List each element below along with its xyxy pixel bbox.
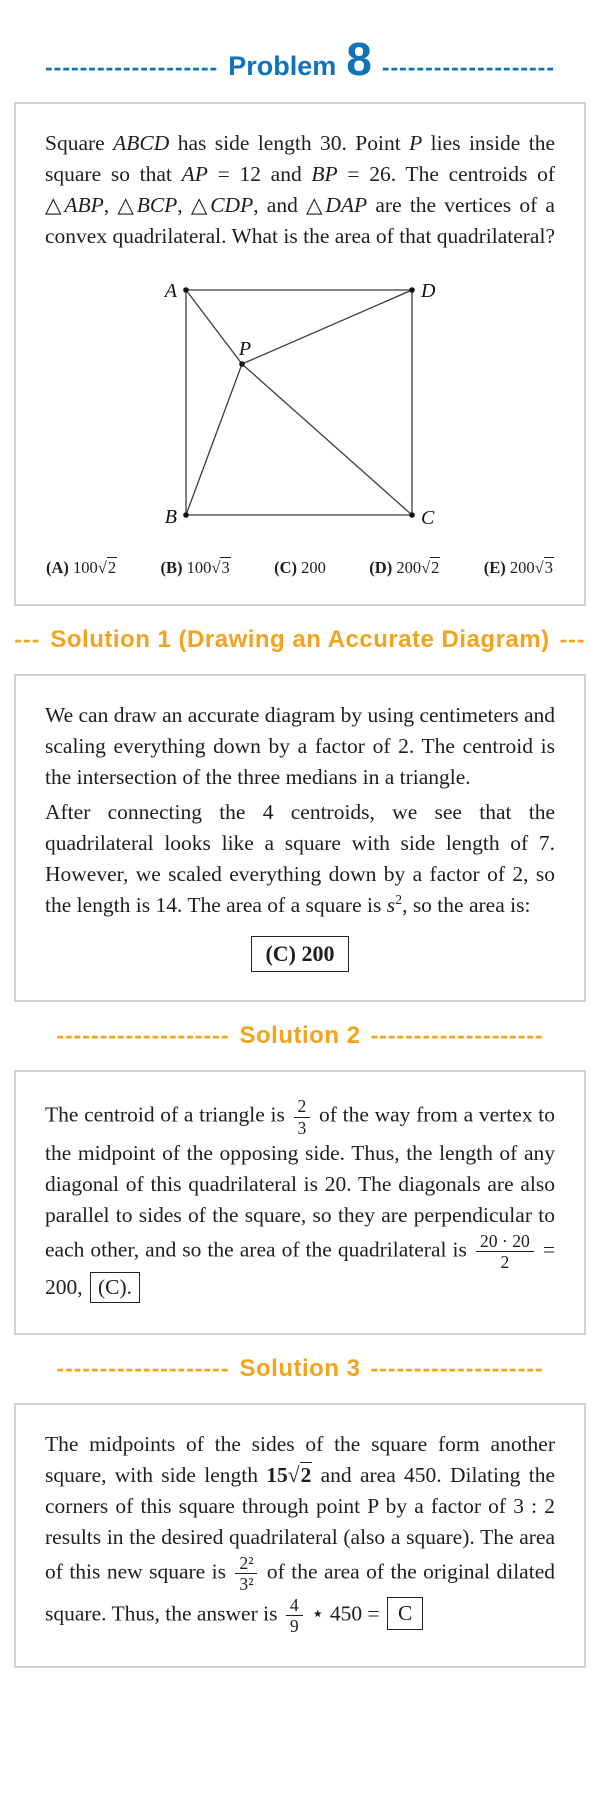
vertex-dot [183, 512, 189, 518]
vertex-label: A [164, 279, 177, 302]
vertex-label: P [238, 337, 252, 360]
text-run: After connecting the 4 centroids, we see that the quadrilateral looks like a square with side length of 7. However, we scaled everything down by a factor of 2, so the length is 14. The area of a square is [45, 799, 555, 917]
superscript: 2 [395, 892, 403, 908]
fraction: $\frac{\text{2²}}{\text{3²}}$ [235, 1553, 257, 1595]
text-run: P [409, 131, 423, 155]
answer-choice [484, 558, 554, 578]
text-run: 100 [73, 557, 98, 577]
diagram-edge [242, 364, 412, 515]
text-run: = 200, [45, 1237, 555, 1300]
radical: √2 [287, 1463, 312, 1488]
text-run: We can draw an accurate diagram by using centimeters and scaling everything down by a factor of 2. The centroid is the intersection of the three medians in a triangle. [45, 702, 555, 789]
problem-text [45, 128, 555, 252]
text-run: 200 [509, 557, 535, 577]
text-run: of the area of the original dilated square. Thus, the answer is [45, 1559, 555, 1626]
text-run: (A) [46, 557, 74, 577]
text-run: and area 450. Dilating the corners of this square through point P by a factor of 3 : 2 results in the desired quadrilateral (also a square). The area of this new square is [45, 1463, 555, 1584]
text-run: BP [311, 161, 338, 186]
text-run: BCP [136, 192, 178, 217]
answer-choices [45, 558, 555, 578]
solution3-title: Solution 3 [239, 1355, 361, 1383]
vertex-dot [409, 512, 415, 518]
header-dashes-left: -------------------- [56, 1022, 230, 1049]
fraction: $\frac{2}{3}$ [294, 1096, 311, 1138]
vertex-dot [409, 287, 415, 293]
problem-title: Problem [228, 51, 337, 81]
text-run: , △ [177, 192, 211, 217]
solution1-box [14, 674, 586, 1003]
text-run: The centroid of a triangle is [45, 1103, 291, 1128]
text-run: ABCD [113, 131, 170, 155]
boxed-answer: (C) 200 [251, 936, 348, 972]
problem-number: 8 [346, 33, 372, 85]
inline-boxed-answer: (C). [90, 1272, 140, 1303]
text-run: 200 [301, 557, 326, 577]
text-run: = 26. The centroids of △ [45, 161, 555, 217]
fraction: $\frac{20 \cdot 20}{2}$ [476, 1231, 534, 1273]
text-run: AP [181, 161, 208, 186]
text-run: = 12 and [207, 161, 312, 186]
text-run: lies inside the square so that [45, 131, 555, 186]
solution1-title: Solution 1 (Drawing an Accurate Diagram) [50, 625, 550, 653]
text-run: 100 [186, 557, 212, 577]
header-dashes-left: --- [14, 625, 41, 652]
radical: √3 [534, 557, 553, 577]
text-run: (E) [483, 557, 510, 577]
solution1-paragraph-1 [45, 700, 555, 793]
text-run: s [386, 892, 396, 917]
solution1-header [14, 626, 586, 654]
vertex-label: C [421, 506, 435, 529]
header-dashes-right: -------------------- [370, 1355, 544, 1382]
text-run: CDP [210, 192, 254, 217]
text-run: DAP [325, 192, 368, 217]
text-run: , so the area is: [402, 892, 531, 917]
text-run: , and △ [253, 192, 326, 217]
solution1-paragraph-2 [45, 797, 555, 921]
header-dashes-left: -------------------- [56, 1355, 230, 1382]
header-dashes-right: -------------------- [381, 54, 555, 80]
solution2-header [14, 1022, 586, 1050]
radical: √3 [211, 557, 230, 577]
diagram-edge [186, 364, 242, 515]
problem-header [14, 33, 586, 85]
answer-choice [369, 558, 440, 578]
problem-box [14, 102, 586, 606]
text-run: (C) [274, 557, 302, 577]
header-dashes-left: -------------------- [45, 54, 219, 80]
text-run: (D) [369, 557, 397, 577]
answer-choice [274, 558, 326, 578]
answer-choice [46, 558, 117, 578]
solution2-paragraph [45, 1096, 555, 1303]
inline-boxed-answer: C [387, 1597, 423, 1630]
fraction: $\frac{4}{9}$ [286, 1595, 303, 1637]
text-run: ⋆ 450 = [305, 1601, 385, 1626]
text-run: , △ [103, 192, 137, 217]
diagram-edge [242, 290, 412, 364]
text-run: has side length 30. Point [169, 131, 410, 155]
text-run: are the vertices of a convex quadrilateral. What is the area of that quadrilateral? [45, 192, 555, 248]
vertex-label: D [421, 279, 436, 302]
radical: √2 [97, 557, 117, 577]
vertex-label: B [164, 505, 177, 528]
text-run: 15 [266, 1463, 288, 1488]
answer-choice [161, 558, 231, 578]
vertex-dot [239, 361, 245, 367]
geometry-diagram [45, 262, 555, 544]
text-run: ABP [64, 192, 104, 217]
radical: √2 [421, 557, 440, 577]
solution3-header [14, 1355, 586, 1383]
text-run: (B) [160, 557, 187, 577]
solution3-paragraph [45, 1429, 555, 1636]
solution3-box [14, 1403, 586, 1668]
square-diagram-svg [148, 262, 452, 544]
solution2-title: Solution 2 [239, 1022, 361, 1050]
header-dashes-right: --- [559, 625, 586, 652]
header-dashes-right: -------------------- [370, 1022, 544, 1049]
text-run: 200 [396, 557, 422, 577]
text-run: Square [45, 131, 114, 155]
text-run: of the way from a vertex to the midpoint of the opposing side. Thus, the length of any diagonal of this quadrilateral is 20. The diagonals are also parallel to sides of the square, so they are perpendicular to each other, and so the area of the quadrilateral is [45, 1103, 555, 1262]
solution2-box [14, 1070, 586, 1335]
diagram-edge [186, 290, 242, 364]
vertex-dot [183, 287, 189, 293]
text-run: The midpoints of the sides of the square form another square, with side length [45, 1432, 555, 1488]
